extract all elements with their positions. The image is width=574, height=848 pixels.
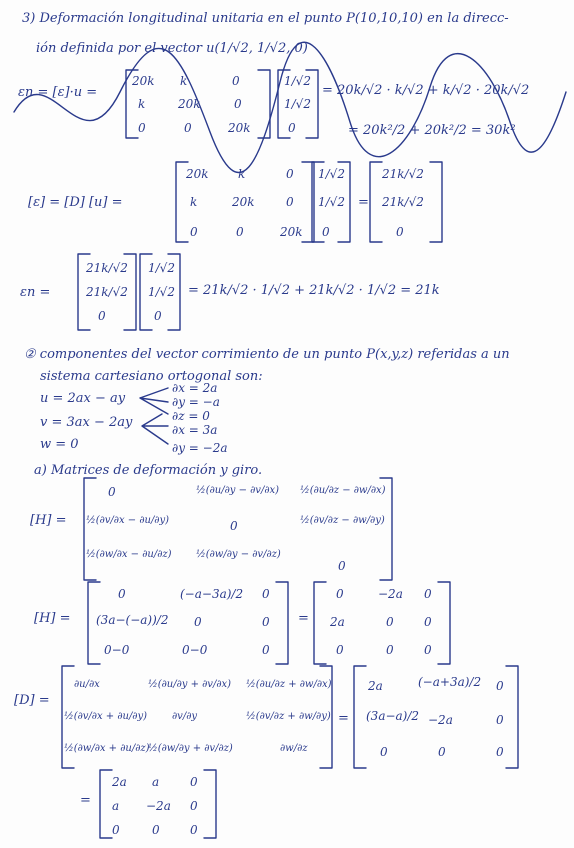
derivative-arrows [138, 384, 172, 452]
eq2-sign: = [358, 195, 369, 210]
v1-3: 0 [288, 121, 296, 135]
eq3: = 21k/√2 · 1/√2 + 21k/√2 · 1/√2 = 21k [188, 283, 440, 298]
h-sub-23: 0 [262, 615, 270, 629]
m2-a21: k [190, 195, 198, 209]
m1-a32: 0 [184, 121, 192, 135]
en-label: εn = [ε]·u = [18, 85, 98, 100]
v1-2: 1/√2 [284, 97, 311, 111]
h-sub-22: 0 [194, 615, 202, 629]
r2-3: 0 [396, 225, 404, 239]
d-sym-31: ½(∂w/∂x + ∂u/∂z) [64, 743, 150, 754]
h-res-11: 0 [336, 587, 344, 601]
m1-a22: 20k [178, 97, 201, 111]
d-eq-sign: = [338, 711, 349, 726]
h-sym-33: 0 [338, 559, 346, 573]
v3-2: 1/√2 [148, 285, 175, 299]
h-res-12: −2a [378, 587, 403, 601]
part-a-heading: a) Matrices de deformación y giro. [34, 463, 263, 478]
h-res-21: 2a [330, 615, 345, 629]
d-sym-12: ½(∂u/∂y + ∂v/∂x) [148, 679, 232, 690]
eq1-top: = 20k/√2 · k/√2 + k/√2 · 20k/√2 [322, 83, 530, 98]
problem-3-heading-cont: ión definida por el vector u(1/√2, 1/√2, 0) [36, 41, 308, 56]
m1-a21: k [138, 97, 146, 111]
h-label: [H] = [30, 513, 67, 528]
r2-right-bracket [428, 160, 452, 244]
d-res-21: a [112, 799, 120, 813]
h-sub-32: 0−0 [182, 643, 208, 657]
v3-1: 1/√2 [148, 261, 175, 275]
v2-3: 0 [322, 225, 330, 239]
d-sub-21: (3a−a)/2 [366, 709, 420, 723]
h-res-23: 0 [424, 615, 432, 629]
h-res-32: 0 [386, 643, 394, 657]
d-sub-31: 0 [380, 745, 388, 759]
dv-dx: ∂x = 3a [172, 423, 218, 437]
v3-right-bracket [166, 252, 190, 332]
m1-a23: 0 [234, 97, 242, 111]
h2-label: [H] = [34, 611, 71, 626]
v-equation: v = 3ax − 2ay [40, 415, 133, 430]
d-sym-21: ½(∂v/∂x + ∂u/∂y) [64, 711, 148, 722]
d-sub-33: 0 [496, 745, 504, 759]
d-sub-13: 0 [496, 679, 504, 693]
r3-1: 21k/√2 [86, 261, 128, 275]
dv-dy: ∂y = −2a [172, 441, 228, 455]
h-eq-sign: = [298, 611, 309, 626]
h-sym-22: 0 [230, 519, 238, 533]
du-dz: ∂z = 0 [172, 409, 210, 423]
m2-a13: 0 [286, 167, 294, 181]
h-sub-33: 0 [262, 643, 270, 657]
m1-a12: k [180, 74, 188, 88]
m1-a11: 20k [132, 74, 155, 88]
d-sym-13: ½(∂u/∂z + ∂w/∂x) [246, 679, 332, 690]
h-sub-right-bracket [274, 580, 298, 666]
d-res-33: 0 [190, 823, 198, 837]
d-res-32: 0 [152, 823, 160, 837]
du-dy: ∂y = −a [172, 395, 220, 409]
eq1-bottom: = 20k²/2 + 20k²/2 = 30k² [348, 123, 516, 138]
h-sym-32: ½(∂w/∂y − ∂v/∂z) [196, 549, 281, 560]
d-sub-11: 2a [368, 679, 383, 693]
r2-2: 21k/√2 [382, 195, 424, 209]
problem-2-heading: ② componentes del vector corrimiento de un punto P(x,y,z) referidas a un [24, 347, 510, 362]
d-label: [D] = [14, 693, 50, 708]
h-sym-11: 0 [108, 485, 116, 499]
h-res-22: 0 [386, 615, 394, 629]
d-res-31: 0 [112, 823, 120, 837]
u-equation: u = 2ax − ay [40, 391, 126, 406]
m1-a33: 20k [228, 121, 251, 135]
d-res-23: 0 [190, 799, 198, 813]
m2-a23: 0 [286, 195, 294, 209]
d-sym-11: ∂u/∂x [74, 679, 100, 690]
problem-3-heading: 3) Deformación longitudinal unitaria en el punto P(10,10,10) en la direcc- [22, 11, 509, 26]
h-sym-23: ½(∂v/∂z − ∂w/∂y) [300, 515, 385, 526]
h-sym-31: ½(∂w/∂x − ∂u/∂z) [86, 549, 172, 560]
h-sym-13: ½(∂u/∂z − ∂w/∂x) [300, 485, 386, 496]
cross-out-scribble [10, 62, 570, 152]
d-sym-22: ∂v/∂y [172, 711, 198, 722]
d-sub-12: (−a+3a)/2 [418, 675, 482, 689]
d-res-right-bracket [202, 768, 226, 840]
d-res-22: −2a [146, 799, 171, 813]
m2-a11: 20k [186, 167, 209, 181]
h-sub-21: (3a−(−a))/2 [96, 613, 169, 627]
r2-1: 21k/√2 [382, 167, 424, 181]
v2-2: 1/√2 [318, 195, 345, 209]
h-sym-21: ½(∂v/∂x − ∂u/∂y) [86, 515, 170, 526]
d-sub-23: 0 [496, 713, 504, 727]
h-sub-12: (−a−3a)/2 [180, 587, 244, 601]
h-res-13: 0 [424, 587, 432, 601]
h-sym-12: ½(∂u/∂y − ∂v/∂x) [196, 485, 280, 496]
d-sym-32: ½(∂w/∂y + ∂v/∂z) [148, 743, 233, 754]
h-sub-31: 0−0 [104, 643, 130, 657]
m2-a32: 0 [236, 225, 244, 239]
h-sym-left-bracket [76, 476, 100, 582]
d-sub-22: −2a [428, 713, 453, 727]
v2-1: 1/√2 [318, 167, 345, 181]
v2-right-bracket [336, 160, 360, 244]
h-res-33: 0 [424, 643, 432, 657]
d-res-11: 2a [112, 775, 127, 789]
d-res-12: a [152, 775, 160, 789]
h-sub-11: 0 [118, 587, 126, 601]
m1-a13: 0 [232, 74, 240, 88]
d-res-eq-sign: = [80, 793, 91, 808]
h-res-right-bracket [436, 580, 460, 666]
v1-1: 1/√2 [284, 74, 311, 88]
m2-a31: 0 [190, 225, 198, 239]
r3-2: 21k/√2 [86, 285, 128, 299]
m2-a22: 20k [232, 195, 255, 209]
d-sub-right-bracket [504, 664, 528, 770]
h-sub-13: 0 [262, 587, 270, 601]
w-equation: w = 0 [40, 437, 79, 452]
m1-a31: 0 [138, 121, 146, 135]
du-dx: ∂x = 2a [172, 381, 218, 395]
h-res-left-bracket [306, 580, 330, 666]
d-sub-32: 0 [438, 745, 446, 759]
m2-a33: 20k [280, 225, 303, 239]
d-sym-23: ½(∂v/∂z + ∂w/∂y) [246, 711, 331, 722]
r3-3: 0 [98, 309, 106, 323]
h-res-31: 0 [336, 643, 344, 657]
h-sym-right-bracket [378, 476, 402, 582]
en2-label: εn = [20, 285, 51, 300]
v3-3: 0 [154, 309, 162, 323]
e-label: [ε] = [D] [u] = [28, 195, 123, 210]
d-sym-33: ∂w/∂z [280, 743, 308, 754]
d-res-13: 0 [190, 775, 198, 789]
problem-2-heading-cont: sistema cartesiano ortogonal son: [40, 369, 263, 384]
m2-a12: k [238, 167, 246, 181]
